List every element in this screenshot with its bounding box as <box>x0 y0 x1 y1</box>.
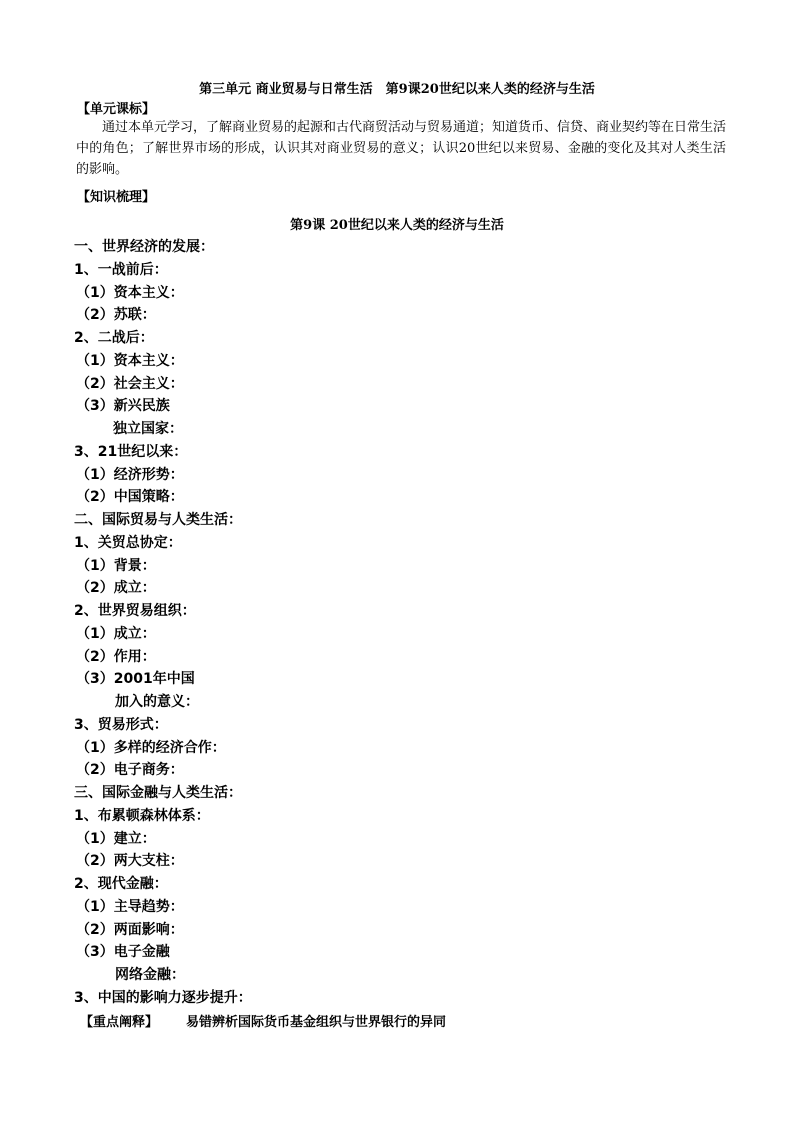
focus-label: 【重点阐释】 <box>80 1015 159 1030</box>
outline-item: 2、二战后： <box>74 330 154 346</box>
outline-subitem: （2）作用： <box>76 648 156 665</box>
outline-item: 3、贸易形式： <box>74 716 168 733</box>
outline-subitem-continued: 加入的意义： <box>115 694 199 710</box>
outline-item: 2、现代金融： <box>74 876 168 892</box>
knowledge-outline <box>74 236 734 1010</box>
lesson-title: 第9课 20世纪以来人类的经济与生活 <box>290 218 504 233</box>
outline-subitem: （2）苏联： <box>76 307 156 324</box>
outline-subitem: （1）背景： <box>76 557 156 574</box>
outline-subitem: （1）主导趋势： <box>76 898 184 915</box>
outline-subitem: （1）成立： <box>76 625 156 642</box>
outline-item: 1、关贸总协定： <box>74 534 182 551</box>
outline-item: 1、一战前后： <box>74 261 168 278</box>
unit-standards-text: 通过本单元学习，了解商业贸易的起源和古代商贸活动与贸易通道；知道货币、信贷、商业契约等在日常生活中的角色；了解世界市场的形成，认识其对商业贸易的意义；认识20世纪以来贸易、金融的变化及其对人类生活的影响。 <box>76 120 727 177</box>
page-title: 第三单元 商业贸易与日常生活 第9课20世纪以来人类的经济与生活 <box>199 82 595 97</box>
knowledge-label: 【知识梳理】 <box>77 190 156 205</box>
outline-heading: 二、国际贸易与人类生活： <box>74 512 242 528</box>
outline-subitem: （1）资本主义： <box>76 352 184 369</box>
outline-subitem: （2）两面影响： <box>76 921 184 938</box>
outline-item: 1、布累顿森林体系： <box>74 807 210 824</box>
outline-item: 3、中国的影响力逐步提升： <box>74 989 252 1006</box>
outline-subitem: （3）2001年中国 <box>76 671 195 688</box>
unit-standards-label: 【单元课标】 <box>77 102 156 117</box>
unit-standards-paragraph <box>76 117 726 180</box>
outline-item: 2、世界贸易组织： <box>74 603 196 619</box>
outline-subitem: （1）多样的经济合作： <box>76 739 226 756</box>
focus-line <box>80 1011 446 1030</box>
outline-subitem: （3）电子金融 <box>76 944 170 961</box>
outline-subitem: （2）社会主义： <box>76 375 184 392</box>
focus-text: 易错辨析国际货币基金组织与世界银行的异同 <box>186 1015 447 1030</box>
outline-heading: 三、国际金融与人类生活： <box>74 785 242 801</box>
outline-subitem: （2）电子商务： <box>76 762 184 779</box>
outline-subitem: （2）中国策略： <box>76 489 184 506</box>
outline-subitem: （1）建立： <box>76 830 156 847</box>
outline-heading: 一、世界经济的发展： <box>74 239 214 255</box>
outline-subitem: （2）两大支柱： <box>76 853 184 870</box>
outline-subitem: （3）新兴民族 <box>76 398 170 415</box>
outline-subitem-continued: 独立国家： <box>113 421 183 437</box>
outline-subitem: （2）成立： <box>76 580 156 597</box>
outline-subitem: （1）经济形势： <box>76 466 184 483</box>
outline-subitem: （1）资本主义： <box>76 284 184 301</box>
outline-item: 3、21世纪以来： <box>74 443 188 460</box>
outline-subitem-continued: 网络金融： <box>115 967 185 983</box>
